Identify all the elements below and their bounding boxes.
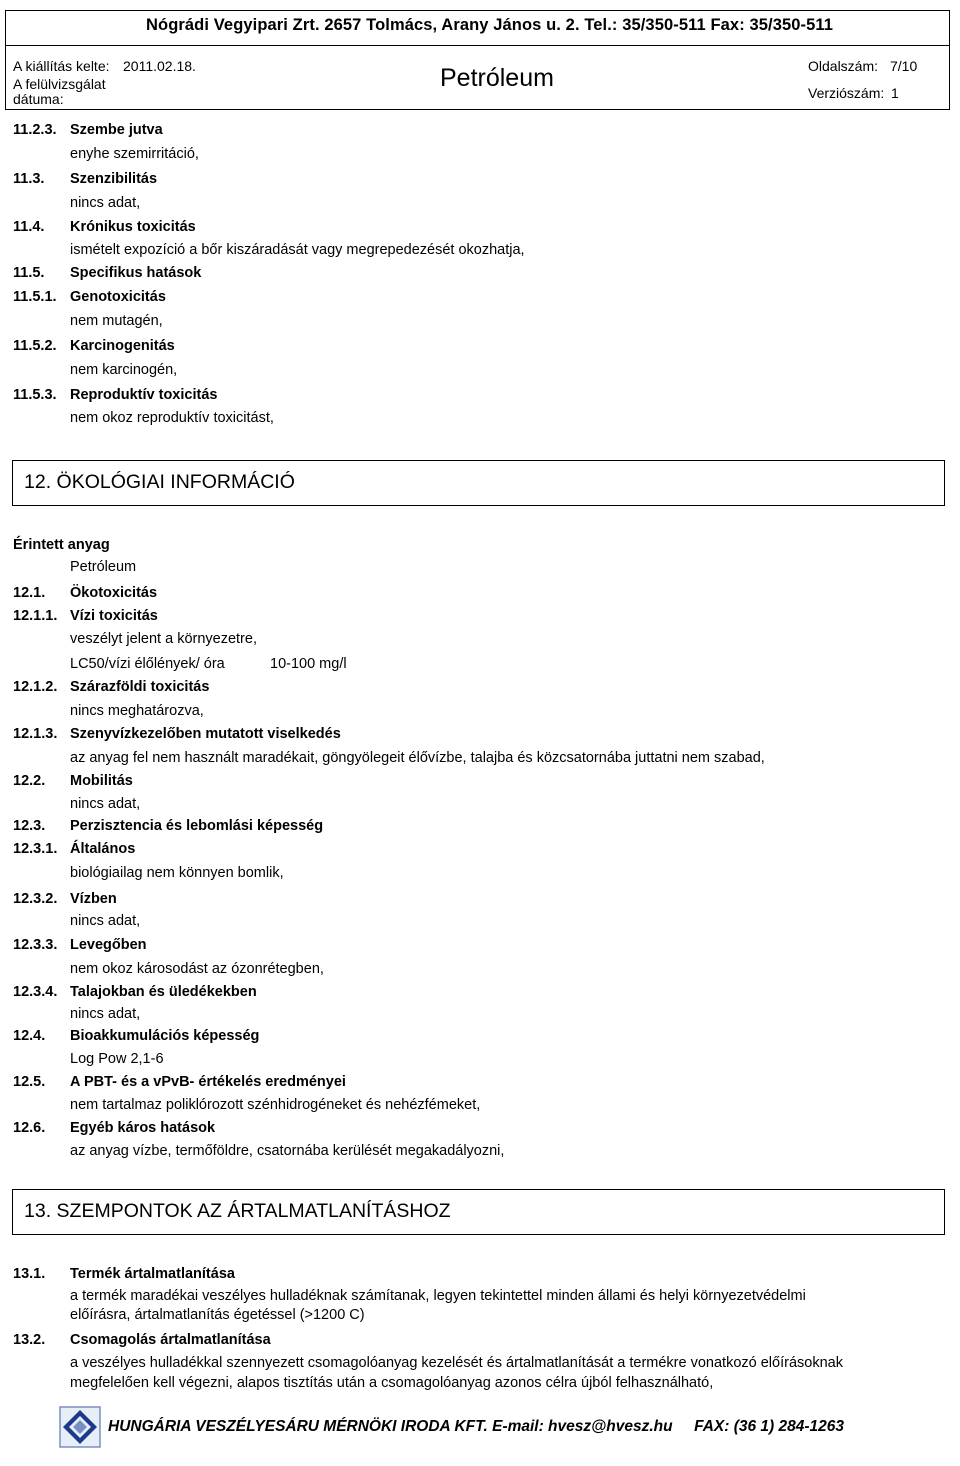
item-heading: Vízben <box>70 891 117 907</box>
item-number: 12.1. <box>13 585 46 601</box>
lc50-label: LC50/vízi élőlények/ óra <box>70 656 225 672</box>
affected-substance-value: Petróleum <box>70 559 137 575</box>
item-heading: Szárazföldi toxicitás <box>70 679 210 695</box>
item-heading: Szembe jutva <box>70 122 163 138</box>
item-heading: Vízi toxicitás <box>70 608 158 624</box>
footer-contact: HUNGÁRIA VESZÉLYESÁRU MÉRNÖKI IRODA KFT. E-mail: hvesz@hvesz.hu FAX: (36 1) 284-1263 <box>108 1418 845 1435</box>
item-heading: Talajokban és üledékekben <box>70 984 257 1000</box>
item-text: nincs adat, <box>70 1006 141 1022</box>
review-date-label-2: dátuma: <box>13 91 64 107</box>
item-heading: Mobilitás <box>70 773 133 789</box>
item-heading: Általános <box>70 841 136 857</box>
item-number: 12.3.3. <box>13 937 58 953</box>
item-heading: Karcinogenitás <box>70 338 175 354</box>
item-text-line2: előírásra, ártalmatlanítás égetéssel (>1200 C) <box>70 1307 365 1323</box>
item-text-line2: megfelelően kell végezni, alapos tisztítás után a csomagolóanyag azonos célra újból felhasználható, <box>70 1375 714 1391</box>
item-number: 12.4. <box>13 1028 46 1044</box>
version-number: 1 <box>891 85 899 101</box>
item-text: nincs adat, <box>70 796 141 812</box>
item-number: 11.3. <box>13 171 45 187</box>
item-heading: Szenyvízkezelőben mutatott viselkedés <box>70 726 341 742</box>
issue-date: 2011.02.18. <box>123 58 196 74</box>
item-text: az anyag fel nem használt maradékait, göngyölegeit élővízbe, talajba és közcsatornába juttatni nem szabad, <box>70 750 765 766</box>
item-heading: Bioakkumulációs képesség <box>70 1028 260 1044</box>
item-number: 12.1.1. <box>13 608 58 624</box>
item-number: 12.6. <box>13 1120 46 1136</box>
item-heading: Termék ártalmatlanítása <box>70 1266 235 1282</box>
item-text: Log Pow 2,1-6 <box>70 1051 164 1067</box>
item-text-line1: a veszélyes hulladékkal szennyezett csomagolóanyag kezelését és ártalmatlanítását a termékre vonatkozó előírásoknak <box>70 1355 843 1371</box>
item-text: enyhe szemirritáció, <box>70 146 199 162</box>
item-number: 12.1.2. <box>13 679 58 695</box>
item-text: nincs adat, <box>70 913 141 929</box>
product-title: Petróleum <box>440 64 554 92</box>
version-label: Verziószám: <box>808 85 885 101</box>
section-13-header <box>12 1189 945 1235</box>
item-heading: Specifikus hatások <box>70 265 202 281</box>
section-12-title: 12. ÖKOLÓGIAI INFORMÁCIÓ <box>24 471 295 493</box>
item-heading: Genotoxicitás <box>70 289 166 305</box>
item-heading: Perzisztencia és lebomlási képesség <box>70 818 324 834</box>
item-heading: Csomagolás ártalmatlanítása <box>70 1332 271 1348</box>
company-info: Nógrádi Vegyipari Zrt. 2657 Tolmács, Arany János u. 2. Tel.: 35/350-511 Fax: 35/350-511 <box>146 16 834 34</box>
item-number: 12.3.2. <box>13 891 58 907</box>
item-number: 12.3.4. <box>13 984 58 1000</box>
item-text-line1: a termék maradékai veszélyes hulladéknak számítanak, legyen tekintettel minden állami és helyi környezetvédelmi <box>70 1288 806 1304</box>
item-text: nincs meghatározva, <box>70 703 204 719</box>
item-text: nincs adat, <box>70 195 141 211</box>
item-number: 12.3. <box>13 818 46 834</box>
item-text: nem mutagén, <box>70 313 163 329</box>
item-text: veszélyt jelent a környezetre, <box>70 631 257 647</box>
item-text: ismételt expozíció a bőr kiszáradását vagy megrepedezését okozhatja, <box>70 242 525 258</box>
hungaria-logo-icon <box>58 1405 102 1449</box>
lc50-value: 10-100 mg/l <box>270 656 347 672</box>
item-number: 13.2. <box>13 1332 46 1348</box>
page-number: 7/10 <box>890 58 918 74</box>
item-heading: Egyéb káros hatások <box>70 1120 216 1136</box>
item-text: nem okoz károsodást az ózonrétegben, <box>70 961 324 977</box>
item-text: az anyag vízbe, termőföldre, csatornába kerülését megakadályozni, <box>70 1143 505 1159</box>
item-heading: A PBT- és a vPvB- értékelés eredményei <box>70 1074 346 1090</box>
item-number: 11.5. <box>13 265 45 281</box>
item-text: nem tartalmaz poliklórozott szénhidrogéneket és nehézfémeket, <box>70 1097 481 1113</box>
item-number: 11.5.2. <box>13 338 57 354</box>
item-text: biológiailag nem könnyen bomlik, <box>70 865 284 881</box>
item-number: 11.2.3. <box>13 122 57 138</box>
section-13-title: 13. SZEMPONTOK AZ ÁRTALMATLANÍTÁSHOZ <box>24 1200 451 1222</box>
page-label: Oldalszám: <box>808 58 879 74</box>
section-12-header <box>12 460 945 506</box>
item-number: 12.5. <box>13 1074 46 1090</box>
item-text: nem karcinogén, <box>70 362 178 378</box>
item-heading: Krónikus toxicitás <box>70 219 196 235</box>
item-heading: Reproduktív toxicitás <box>70 387 218 403</box>
item-number: 12.3.1. <box>13 841 58 857</box>
item-text: nem okoz reproduktív toxicitást, <box>70 410 274 426</box>
item-heading: Ökotoxicitás <box>70 585 158 601</box>
item-number: 11.4. <box>13 219 45 235</box>
item-number: 12.2. <box>13 773 46 789</box>
item-number: 12.1.3. <box>13 726 58 742</box>
item-number: 11.5.1. <box>13 289 57 305</box>
header-divider <box>5 45 950 46</box>
item-number: 11.5.3. <box>13 387 57 403</box>
affected-substance-label: Érintett anyag <box>13 537 110 553</box>
issue-date-label: A kiállítás kelte: <box>13 58 110 74</box>
item-heading: Levegőben <box>70 937 147 953</box>
item-heading: Szenzibilitás <box>70 171 158 187</box>
review-date-label-1: A felülvizsgálat <box>13 76 106 92</box>
item-number: 13.1. <box>13 1266 46 1282</box>
